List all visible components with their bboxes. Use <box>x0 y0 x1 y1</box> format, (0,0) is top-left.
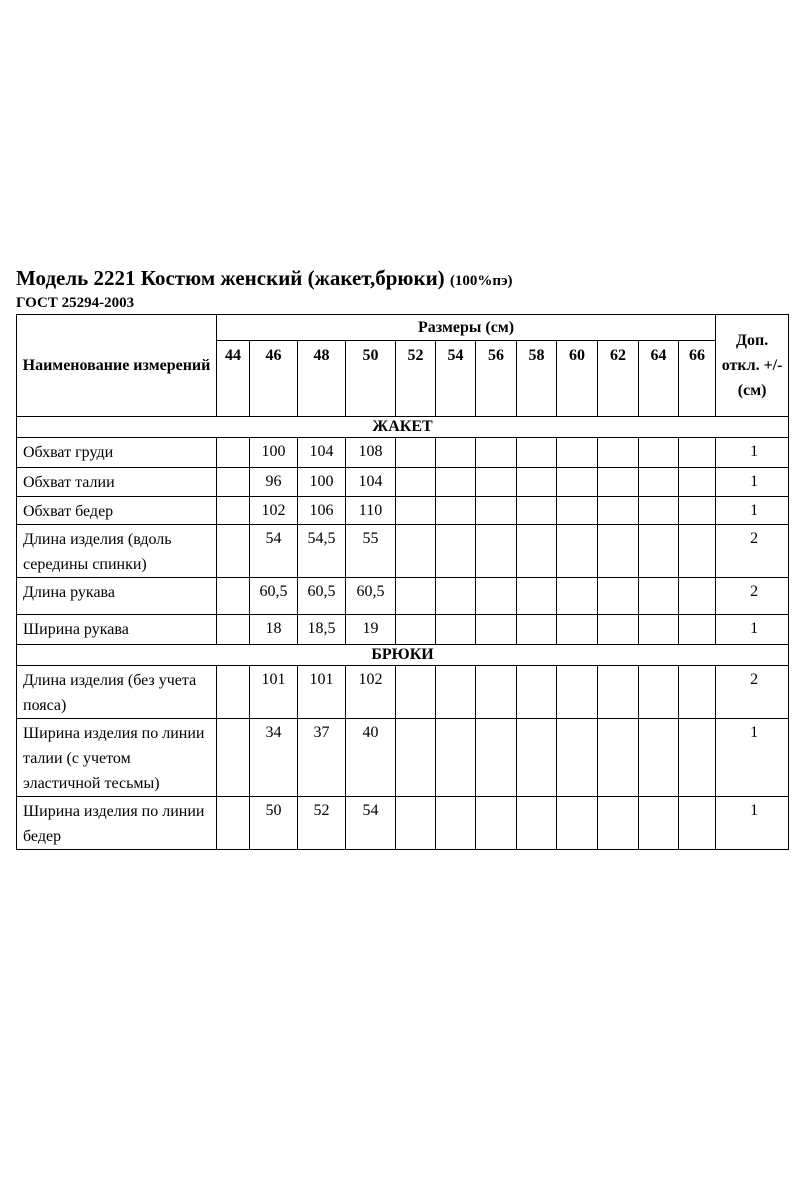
size-66-header: 66 <box>679 341 716 417</box>
composition-note: (100%пэ) <box>449 273 513 289</box>
size-52-value <box>396 438 436 468</box>
measurement-name: Ширина изделия по линии бедер <box>17 797 217 850</box>
size-56-value <box>476 438 517 468</box>
size-66-value <box>679 578 716 615</box>
size-56-value <box>476 719 517 797</box>
size-52-value <box>396 525 436 578</box>
size-60-value <box>557 578 598 615</box>
tolerance-value: 2 <box>716 525 789 578</box>
measurement-name: Ширина рукава <box>17 615 217 645</box>
size-64-header: 64 <box>639 341 679 417</box>
size-54-value <box>436 797 476 850</box>
size-60-header: 60 <box>557 341 598 417</box>
document-title <box>16 266 513 291</box>
tolerance-value: 2 <box>716 666 789 719</box>
measurement-name: Обхват талии <box>17 468 217 497</box>
size-46-value: 60,5 <box>250 578 298 615</box>
size-60-value <box>557 525 598 578</box>
size-58-value <box>517 525 557 578</box>
size-48-value: 104 <box>298 438 346 468</box>
size-62-header: 62 <box>598 341 639 417</box>
size-48-value: 37 <box>298 719 346 797</box>
size-62-value <box>598 525 639 578</box>
size-60-value <box>557 438 598 468</box>
section-title: БРЮКИ <box>17 645 789 666</box>
size-54-value <box>436 615 476 645</box>
size-46-value: 100 <box>250 438 298 468</box>
size-44-value <box>217 497 250 525</box>
size-54-header: 54 <box>436 341 476 417</box>
table-row <box>17 578 789 615</box>
tolerance-value: 1 <box>716 797 789 850</box>
size-54-value <box>436 578 476 615</box>
size-66-value <box>679 719 716 797</box>
tolerance-value: 1 <box>716 468 789 497</box>
size-66-value <box>679 525 716 578</box>
size-64-value <box>639 719 679 797</box>
size-44-value <box>217 615 250 645</box>
size-46-value: 50 <box>250 797 298 850</box>
size-44-value <box>217 578 250 615</box>
table-row <box>17 438 789 468</box>
size-54-value <box>436 666 476 719</box>
size-62-value <box>598 438 639 468</box>
size-60-value <box>557 666 598 719</box>
size-46-value: 102 <box>250 497 298 525</box>
size-54-value <box>436 468 476 497</box>
header-row-top <box>17 315 789 341</box>
sizes-header: Размеры (см) <box>217 315 716 341</box>
table-row <box>17 666 789 719</box>
size-62-value <box>598 666 639 719</box>
size-44-value <box>217 666 250 719</box>
size-52-value <box>396 468 436 497</box>
size-58-header: 58 <box>517 341 557 417</box>
measurement-name: Обхват бедер <box>17 497 217 525</box>
size-chart-table <box>16 314 789 850</box>
size-48-value: 52 <box>298 797 346 850</box>
size-64-value <box>639 525 679 578</box>
size-46-header: 46 <box>250 341 298 417</box>
size-64-value <box>639 578 679 615</box>
size-62-value <box>598 797 639 850</box>
tolerance-value: 1 <box>716 438 789 468</box>
size-58-value <box>517 797 557 850</box>
size-50-value: 104 <box>346 468 396 497</box>
size-60-value <box>557 719 598 797</box>
size-66-value <box>679 468 716 497</box>
size-48-value: 54,5 <box>298 525 346 578</box>
size-50-value: 54 <box>346 797 396 850</box>
size-60-value <box>557 468 598 497</box>
model-title: Модель 2221 Костюм женский (жакет,брюки) <box>16 266 445 290</box>
measurement-name: Обхват груди <box>17 438 217 468</box>
table-row <box>17 468 789 497</box>
size-62-value <box>598 497 639 525</box>
size-56-value <box>476 497 517 525</box>
size-60-value <box>557 615 598 645</box>
gost-standard: ГОСТ 25294-2003 <box>16 295 135 311</box>
size-50-value: 55 <box>346 525 396 578</box>
size-64-value <box>639 497 679 525</box>
size-60-value <box>557 797 598 850</box>
size-44-value <box>217 797 250 850</box>
size-50-value: 102 <box>346 666 396 719</box>
size-58-value <box>517 578 557 615</box>
tolerance-value: 2 <box>716 578 789 615</box>
size-60-value <box>557 497 598 525</box>
size-56-value <box>476 468 517 497</box>
size-44-value <box>217 468 250 497</box>
size-50-value: 60,5 <box>346 578 396 615</box>
measurement-name: Длина рукава <box>17 578 217 615</box>
section-row <box>17 645 789 666</box>
size-46-value: 96 <box>250 468 298 497</box>
tolerance-header: Доп. откл. +/- (см) <box>716 315 789 417</box>
size-62-value <box>598 468 639 497</box>
size-56-value <box>476 797 517 850</box>
measurement-name-header: Наименование измерений <box>17 315 217 417</box>
size-52-header: 52 <box>396 341 436 417</box>
size-64-value <box>639 666 679 719</box>
table-row <box>17 797 789 850</box>
size-52-value <box>396 797 436 850</box>
size-50-value: 19 <box>346 615 396 645</box>
size-66-value <box>679 497 716 525</box>
table-row <box>17 615 789 645</box>
size-50-value: 110 <box>346 497 396 525</box>
size-44-header: 44 <box>217 341 250 417</box>
size-chart-body <box>17 315 789 850</box>
size-62-value <box>598 615 639 645</box>
size-58-value <box>517 438 557 468</box>
size-66-value <box>679 666 716 719</box>
size-56-value <box>476 578 517 615</box>
size-50-value: 40 <box>346 719 396 797</box>
size-44-value <box>217 525 250 578</box>
table-row <box>17 525 789 578</box>
size-50-value: 108 <box>346 438 396 468</box>
size-54-value <box>436 497 476 525</box>
size-62-value <box>598 719 639 797</box>
size-66-value <box>679 615 716 645</box>
size-64-value <box>639 468 679 497</box>
measurement-name: Длина изделия (без учета пояса) <box>17 666 217 719</box>
size-44-value <box>217 438 250 468</box>
size-52-value <box>396 615 436 645</box>
size-48-value: 60,5 <box>298 578 346 615</box>
size-46-value: 54 <box>250 525 298 578</box>
size-64-value <box>639 797 679 850</box>
size-58-value <box>517 666 557 719</box>
size-48-value: 100 <box>298 468 346 497</box>
size-52-value <box>396 497 436 525</box>
size-54-value <box>436 719 476 797</box>
size-46-value: 18 <box>250 615 298 645</box>
tolerance-value: 1 <box>716 497 789 525</box>
tolerance-value: 1 <box>716 615 789 645</box>
measurement-name: Ширина изделия по линии талии (с учетом эластичной тесьмы) <box>17 719 217 797</box>
size-64-value <box>639 615 679 645</box>
size-56-value <box>476 615 517 645</box>
size-52-value <box>396 719 436 797</box>
size-48-value: 101 <box>298 666 346 719</box>
size-46-value: 34 <box>250 719 298 797</box>
size-44-value <box>217 719 250 797</box>
size-56-header: 56 <box>476 341 517 417</box>
size-64-value <box>639 438 679 468</box>
tolerance-value: 1 <box>716 719 789 797</box>
size-56-value <box>476 666 517 719</box>
size-52-value <box>396 578 436 615</box>
size-62-value <box>598 578 639 615</box>
table-row <box>17 719 789 797</box>
size-54-value <box>436 525 476 578</box>
size-58-value <box>517 615 557 645</box>
size-48-value: 106 <box>298 497 346 525</box>
size-66-value <box>679 797 716 850</box>
size-50-header: 50 <box>346 341 396 417</box>
section-title: ЖАКЕТ <box>17 417 789 438</box>
size-58-value <box>517 497 557 525</box>
size-66-value <box>679 438 716 468</box>
size-58-value <box>517 719 557 797</box>
size-54-value <box>436 438 476 468</box>
size-48-header: 48 <box>298 341 346 417</box>
table-row <box>17 497 789 525</box>
size-52-value <box>396 666 436 719</box>
size-48-value: 18,5 <box>298 615 346 645</box>
section-row <box>17 417 789 438</box>
measurement-name: Длина изделия (вдоль середины спинки) <box>17 525 217 578</box>
size-58-value <box>517 468 557 497</box>
size-56-value <box>476 525 517 578</box>
size-46-value: 101 <box>250 666 298 719</box>
